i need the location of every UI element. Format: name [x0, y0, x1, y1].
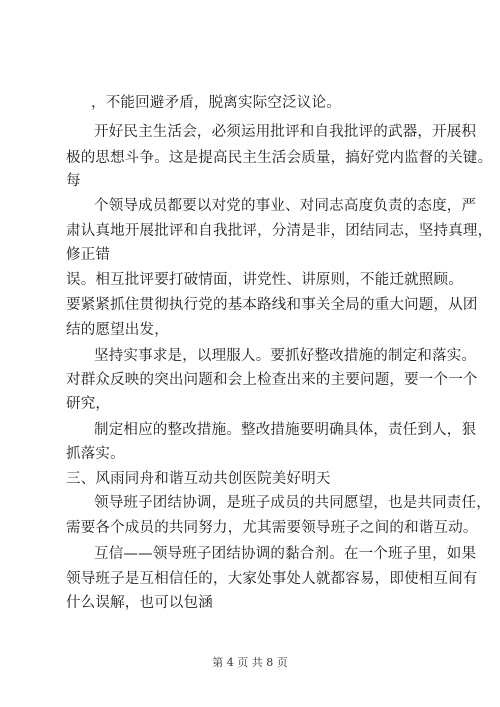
- text-line: 领导班子是互相信任的，大家处事处人就都容易，即使相互间有: [66, 571, 478, 587]
- text-line: 互信——领导班子团结协调的黏合剂。在一个班子里，如果: [94, 546, 477, 562]
- text-line: 开好民主生活会，必须运用批评和自我批评的武器，开展积: [94, 124, 477, 140]
- text-line: 结的愿望出发，: [66, 322, 169, 338]
- text-line: 研究，: [66, 396, 111, 412]
- text-line: 要紧紧抓住贯彻执行党的基本路线和事关全局的重大问题，从团: [66, 297, 478, 313]
- text-line: 修正错: [66, 247, 111, 263]
- text-line: 极的思想斗争。这是提高民主生活会质量，搞好党内监督的关键。: [66, 150, 493, 166]
- text-line: 抓落实。: [66, 446, 125, 462]
- text-line: 误。相互批评要打破情面，讲党性、讲原则，不能迁就照顾。: [66, 272, 463, 288]
- text-line: 需要各个成员的共同努力，尤其需要领导班子之间的和谐互动。: [66, 520, 478, 536]
- page-number-footer: 第 4 页 共 8 页: [212, 656, 288, 669]
- text-line: 坚持实事求是，以理服人。要抓好整改措施的制定和落实。: [94, 348, 477, 364]
- section-heading: 三、风雨同舟和谐互动共创医院美好明天: [66, 471, 331, 487]
- text-line: 个领导成员都要以对党的事业、对同志高度负责的态度，严: [94, 198, 477, 214]
- text-line: 领导班子团结协调，是班子成员的共同愿望，也是共同责任，: [94, 495, 491, 511]
- text-line: 肃认真地开展批评和自我批评，分清是非，团结同志，坚持真理，: [66, 223, 493, 239]
- text-line: 每: [66, 173, 81, 189]
- text-line: ，不能回避矛盾，脱离实际空泛议论。: [91, 95, 341, 111]
- text-line: 什么误解，也可以包涵: [66, 595, 213, 611]
- text-line: 制定相应的整改措施。整改措施要明确具体，责任到人，狠: [94, 422, 477, 438]
- text-line: 对群众反映的突出问题和会上检查出来的主要问题，要一个一个: [66, 372, 478, 388]
